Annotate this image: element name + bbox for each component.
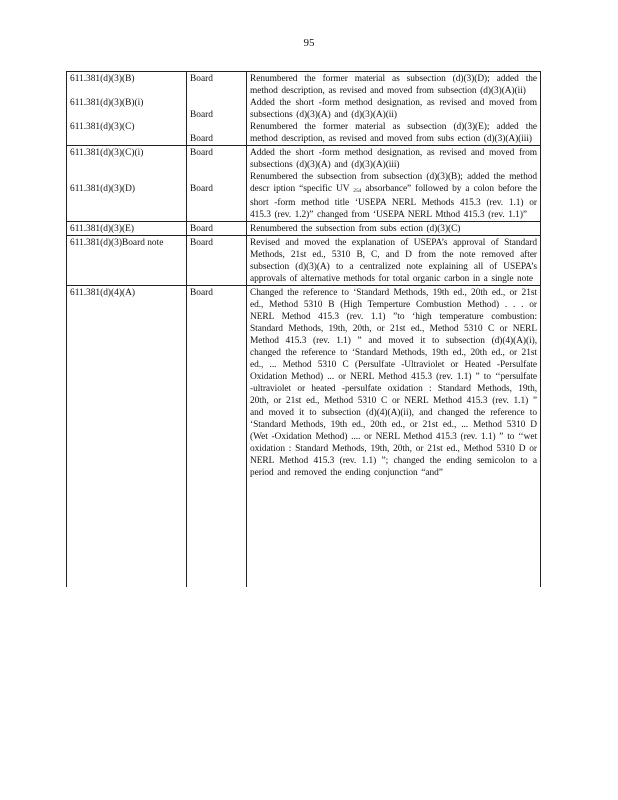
table-row <box>67 286 541 588</box>
section-cell: 611.381(d)(3)Board note <box>67 236 187 286</box>
source-cell: Board <box>187 222 247 236</box>
table-row <box>67 72 541 146</box>
section-cell: 611.381(d)(3)(E) <box>67 222 187 236</box>
section-cell <box>67 72 187 146</box>
description-text: Added the short -form method designation, as revised and moved from subsections (d)(3)(A) and (d)(3)(A)(ii) <box>250 98 537 120</box>
source-label: Board <box>190 110 213 120</box>
description-cell <box>247 72 541 146</box>
source-cell <box>187 146 247 222</box>
description-text: Renumbered the subsection from subsection (d)(3)(B); added the method descr iption “specific UV $_{254}$ absorbance” followed by a colon before the short -form method title ‘USEPA NERL Methods 415.3 (rev. 1.1) or 415.3 (rev. 1.2)” changed from ‘USEPA NERL Mthod 415.3 (rev. 1.1)” <box>250 172 538 220</box>
table-row <box>67 222 541 236</box>
description-text: Renumbered the former material as subsection (d)(3)(E); added the method description, as revised and moved from subs ection (d)(3)(A)(iii) <box>250 122 537 144</box>
section-cell: 611.381(d)(4)(A) <box>67 286 187 588</box>
source-cell: Board <box>187 236 247 286</box>
description-cell: Changed the reference to ‘Standard Methods, 19th ed., 20th ed., or 21st ed., Method 5310 B (High Temperture Combustion Method) . . . or NERL Method 415.3 (rev. 1.1) ”to ‘high temperature combustion: Standard Methods, 19th, 20th, or 21st ed., Method 5310 C or NERL Method 415.3 (rev. 1.1) ” and moved it to subsection (d)(4)(A)(i), changed the reference to ‘Standard Methods, 19th ed., 20th ed., or 21st ed., ... Method 5310 C (Persulfate -Ultraviolet or Heated -Persulfate Oxidation Method) ... or NERL Method 415.3 (rev. 1.1) ” to ‘‘persulfate -ultraviolet or heated -persulfate oxidation : Standard Methods, 19th, 20th, or 21st ed., Method 5310 C or NERL Method 415.3 (rev. 1.1) ” and moved it to subsection (d)(4)(A)(ii), and changed the reference to ‘Standard Methods, 19th ed., 20th ed., or 21st ed., ... Method 5310 D (Wet -Oxidation Method) .... or NERL Method 415.3 (rev. 1.1) ” to ‘‘wet oxidation : Standard Methods, 19th, 20th, or 21st ed., Method 5310 D or NERL Method 415.3 (rev. 1.1) ”; changed the ending semicolon to a period and removed the ending conjunction “and” <box>247 286 541 588</box>
description-cell: Renumbered the subsection from subs ection (d)(3)(C) <box>247 222 541 236</box>
section-cell <box>67 146 187 222</box>
description-cell: Revised and moved the explanation of USEPA’s approval of Standard Methods, 21st ed., 5310 B, C, and D from the note removed after subsection (d)(3)(A) to a centralized note explaining all of USEPA’s approvals of alternative methods for total organic carbon in a single note <box>247 236 541 286</box>
description-text: Added the short -form method designation, as revised and moved from subsections (d)(3)(A) and (d)(3)(A)(iii) <box>250 148 537 170</box>
section-ref: 611.381(d)(3)(B) <box>70 74 135 84</box>
source-cell <box>187 72 247 146</box>
subscript: 254 <box>353 188 362 194</box>
section-ref: 611.381(d)(3)(B)(i) <box>70 98 144 108</box>
source-cell: Board <box>187 286 247 588</box>
description-text: Renumbered the former material as subsection (d)(3)(D); added the method description, as revised and moved from subsection (d)(3)(A)(ii) <box>250 74 537 96</box>
section-ref: 611.381(d)(3)(D) <box>70 184 135 194</box>
source-label: Board <box>190 184 213 194</box>
source-label: Board <box>190 134 213 144</box>
table-row <box>67 236 541 286</box>
source-label: Board <box>190 74 213 84</box>
description-cell <box>247 146 541 222</box>
source-label: Board <box>190 148 213 158</box>
page-number: 95 <box>303 37 315 49</box>
table-row <box>67 146 541 222</box>
amendments-table <box>66 71 541 587</box>
section-ref: 611.381(d)(3)(C)(i) <box>70 148 144 158</box>
section-ref: 611.381(d)(3)(C) <box>70 122 135 132</box>
